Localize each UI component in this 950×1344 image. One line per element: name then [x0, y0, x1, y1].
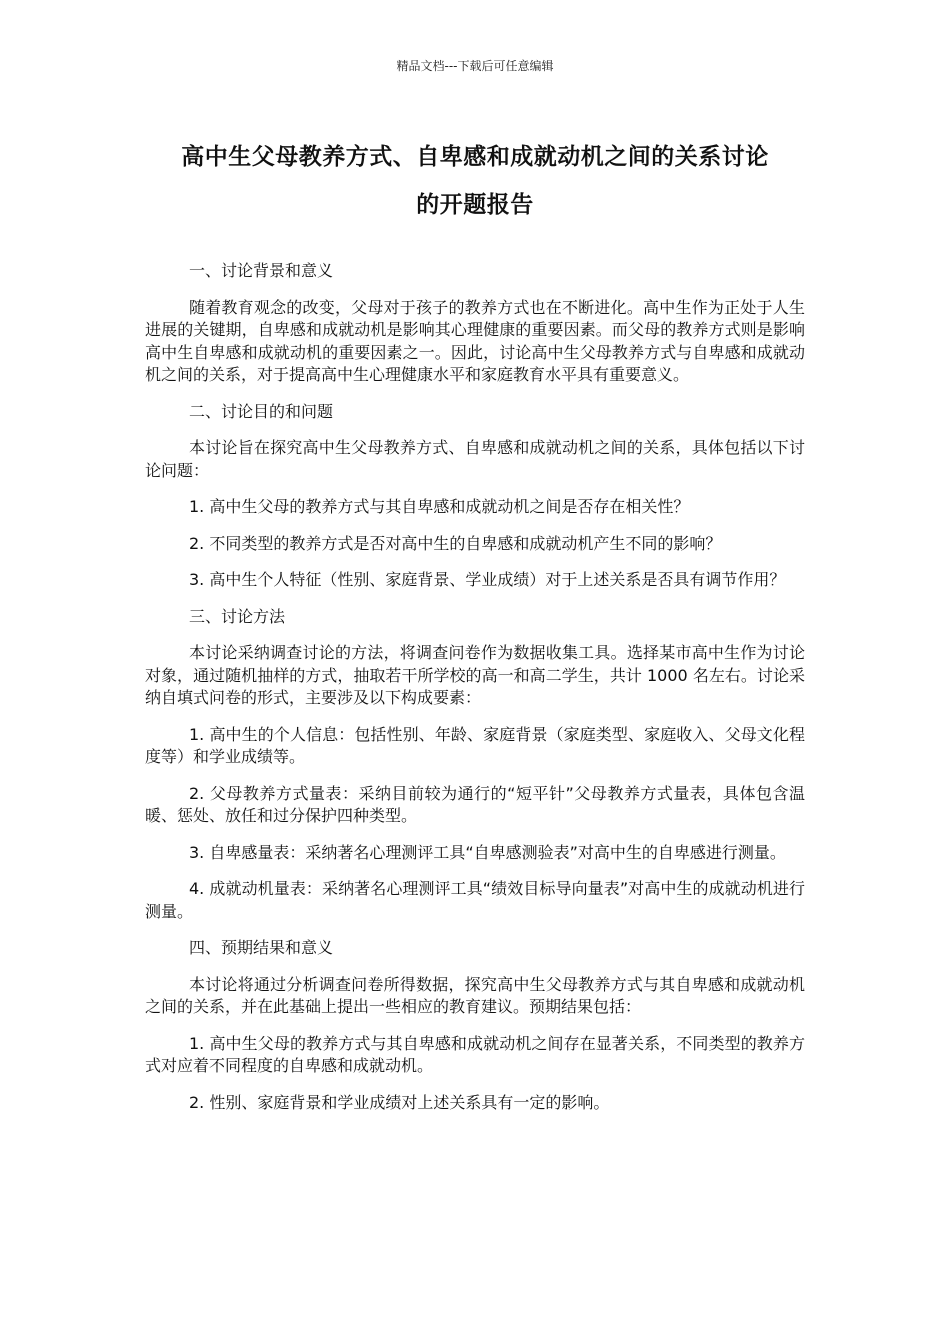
list-item: 4. 成就动机量表：采纳著名心理测评工具“绩效目标导向量表”对高中生的成就动机进行测量。	[145, 879, 805, 921]
title-line-1: 高中生父母教养方式、自卑感和成就动机之间的关系讨论	[181, 144, 769, 170]
section-heading-method: 三、讨论方法	[189, 606, 286, 626]
page-header: 精品文档---下载后可任意编辑	[396, 59, 554, 73]
paragraph-expected: 本讨论将通过分析调查问卷所得数据，探究高中生父母教养方式与其自卑感和成就动机之间的关系，并在此基础上提出一些相应的教育建议。预期结果包括：	[145, 974, 805, 1016]
list-item: 3. 高中生个人特征（性别、家庭背景、学业成绩）对于上述关系是否具有调节作用？	[189, 570, 786, 589]
section-heading-expected: 四、预期结果和意义	[189, 938, 334, 957]
document-title	[120, 133, 830, 229]
list-item: 3. 自卑感量表：采纳著名心理测评工具“自卑感测验表”对高中生的自卑感进行测量。	[189, 842, 786, 862]
paragraph-purpose: 本讨论旨在探究高中生父母教养方式、自卑感和成就动机之间的关系，具体包括以下讨论问题：	[145, 438, 805, 480]
list-item: 2. 不同类型的教养方式是否对高中生的自卑感和成就动机产生不同的影响？	[189, 533, 722, 553]
paragraph-background: 随着教育观念的改变，父母对于孩子的教养方式也在不断进化。高中生作为正处于人生进展的关键期，自卑感和成就动机是影响其心理健康的重要因素。而父母的教养方式则是影响高中生自卑感和成就动机的重要因素之一。因此，讨论高中生父母教养方式与自卑感和成就动机之间的关系，对于提高高中生心理健康水平和家庭教育水平具有重要意义。	[145, 297, 805, 384]
section-heading-purpose: 二、讨论目的和问题	[189, 401, 334, 421]
paragraph-method: 本讨论采纳调查讨论的方法，将调查问卷作为数据收集工具。选择某市高中生作为讨论对象，通过随机抽样的方式，抽取若干所学校的高一和高二学生，共计 1000 名左右。讨论采纳自填式问卷的形式，主要涉及以下构成要素：	[145, 643, 805, 707]
list-item: 1. 高中生父母的教养方式与其自卑感和成就动机之间是否存在相关性？	[189, 497, 690, 516]
document-body	[145, 260, 805, 1128]
list-item: 1. 高中生的个人信息：包括性别、年龄、家庭背景（家庭类型、家庭收入、父母文化程度等）和学业成绩等。	[145, 724, 805, 766]
list-item: 2. 性别、家庭背景和学业成绩对上述关系具有一定的影响。	[189, 1092, 610, 1112]
list-item: 2. 父母教养方式量表：采纳目前较为通行的“短平针”父母教养方式量表，具体包含温暖、惩处、放任和过分保护四种类型。	[145, 783, 805, 825]
list-item: 1. 高中生父母的教养方式与其自卑感和成就动机之间存在显著关系，不同类型的教养方式对应着不同程度的自卑感和成就动机。	[145, 1033, 805, 1075]
title-line-2: 的开题报告	[416, 192, 534, 218]
section-heading-background: 一、讨论背景和意义	[189, 261, 334, 280]
